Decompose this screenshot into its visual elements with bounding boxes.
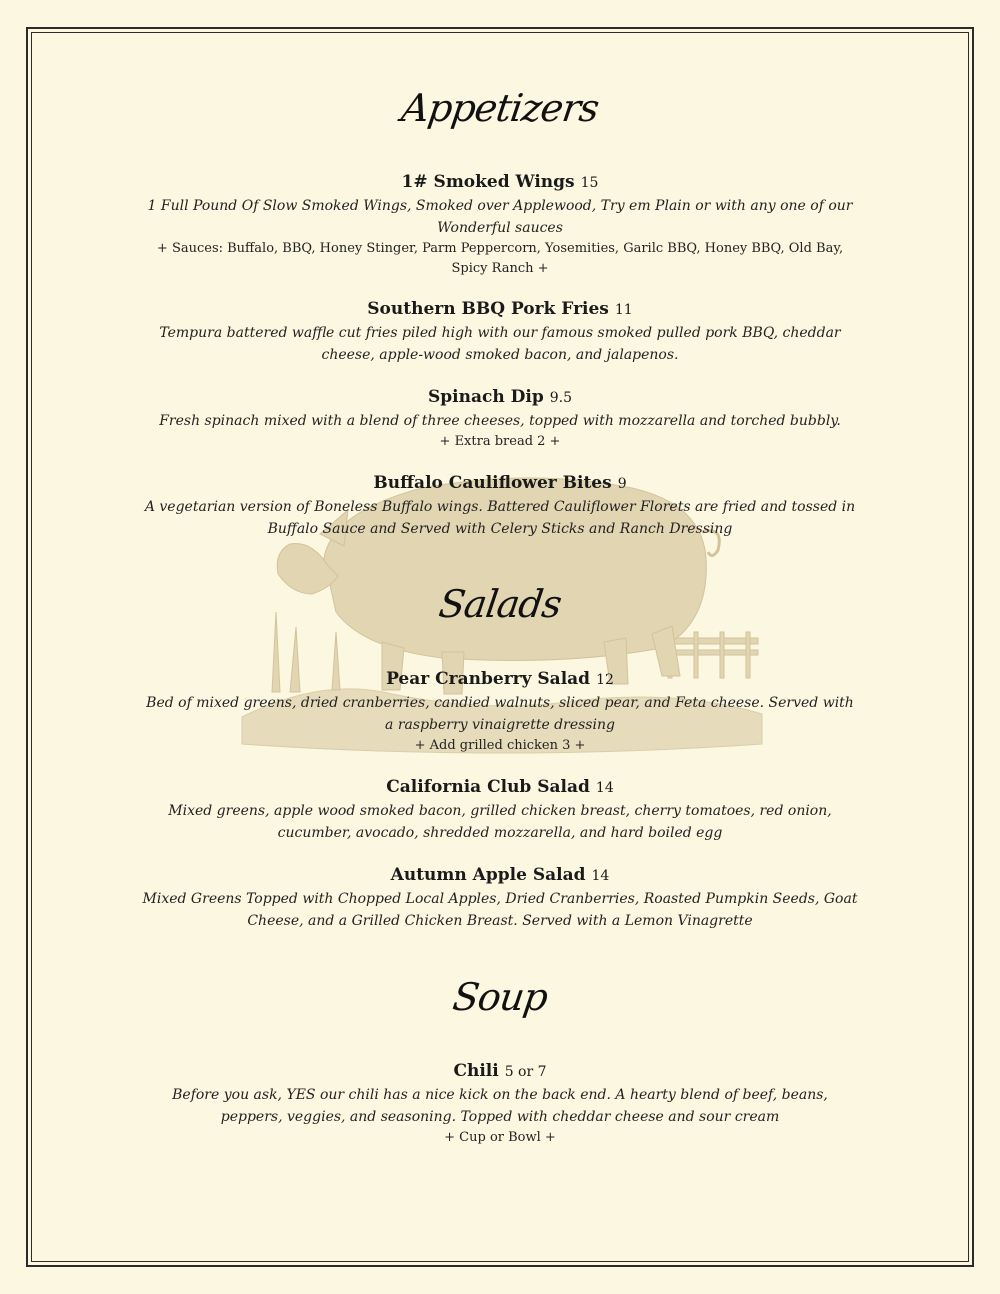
- item-price: 9: [617, 476, 627, 492]
- menu-item: [140, 297, 860, 366]
- item-description: Before you ask, YES our chili has a nice kick on the back end. A hearty blend of beef, beans, peppers, veggies, and seasoning. Topped with cheddar cheese and sour cream: [172, 1087, 828, 1125]
- item-description: 1 Full Pound Of Slow Smoked Wings, Smoked over Applewood, Try em Plain or with any one of our Wonderful sauces: [147, 198, 853, 236]
- menu-item: [140, 471, 860, 540]
- item-price: 14: [591, 868, 610, 884]
- item-description: Mixed greens, apple wood smoked bacon, grilled chicken breast, cherry tomatoes, red onion, cucumber, avocado, shredded mozzarella, and hard boiled egg: [168, 803, 832, 841]
- item-price: 5 or 7: [504, 1064, 547, 1080]
- item-description: Bed of mixed greens, dried cranberries, candied walnuts, sliced pear, and Feta cheese. Served with a raspberry vinaigrette dressing: [146, 695, 854, 733]
- item-price: 15: [580, 175, 599, 191]
- menu-item: [140, 863, 860, 932]
- item-name: California Club Salad: [386, 777, 590, 797]
- item-name: 1# Smoked Wings: [401, 172, 575, 192]
- menu-item: [140, 1059, 860, 1148]
- item-price: 14: [595, 780, 614, 796]
- menu-item: [140, 170, 860, 279]
- item-extra: + Extra bread 2 +: [439, 434, 561, 449]
- item-name: Southern BBQ Pork Fries: [367, 299, 609, 319]
- item-description: Fresh spinach mixed with a blend of three cheeses, topped with mozzarella and torched bubbly.: [159, 413, 841, 429]
- item-name: Pear Cranberry Salad: [386, 669, 591, 689]
- item-name: Buffalo Cauliflower Bites: [373, 473, 612, 493]
- item-description: A vegetarian version of Boneless Buffalo wings. Battered Cauliflower Florets are fried and tossed in Buffalo Sauce and Served with Celery Sticks and Ranch Dressing: [144, 499, 856, 537]
- menu-item: [140, 385, 860, 452]
- item-name: Spinach Dip: [428, 387, 544, 407]
- item-description: Mixed Greens Topped with Chopped Local Apples, Dried Cranberries, Roasted Pumpkin Seeds, Goat Cheese, and a Grilled Chicken Breast. Served with a Lemon Vinagrette: [142, 891, 858, 929]
- item-extra: + Sauces: Buffalo, BBQ, Honey Stinger, Parm Peppercorn, Yosemities, Garilc BBQ, Honey BBQ, Old Bay, Spicy Ranch +: [156, 241, 844, 276]
- menu-item: [140, 667, 860, 756]
- item-extra: + Cup or Bowl +: [444, 1130, 556, 1145]
- section-heading-soup: Soup: [450, 975, 550, 1019]
- menu-item: [140, 775, 860, 844]
- item-name: Chili: [453, 1061, 499, 1081]
- item-price: 9.5: [549, 390, 572, 406]
- section-heading-appetizers: Appetizers: [398, 86, 602, 130]
- item-price: 12: [596, 672, 614, 688]
- item-name: Autumn Apple Salad: [390, 865, 586, 885]
- section-heading-salads: Salads: [436, 582, 564, 626]
- item-description: Tempura battered waffle cut fries piled high with our famous smoked pulled pork BBQ, cheddar cheese, apple-wood smoked bacon, and jalapenos.: [159, 325, 841, 363]
- item-extra: + Add grilled chicken 3 +: [414, 738, 586, 753]
- item-price: 11: [614, 302, 633, 318]
